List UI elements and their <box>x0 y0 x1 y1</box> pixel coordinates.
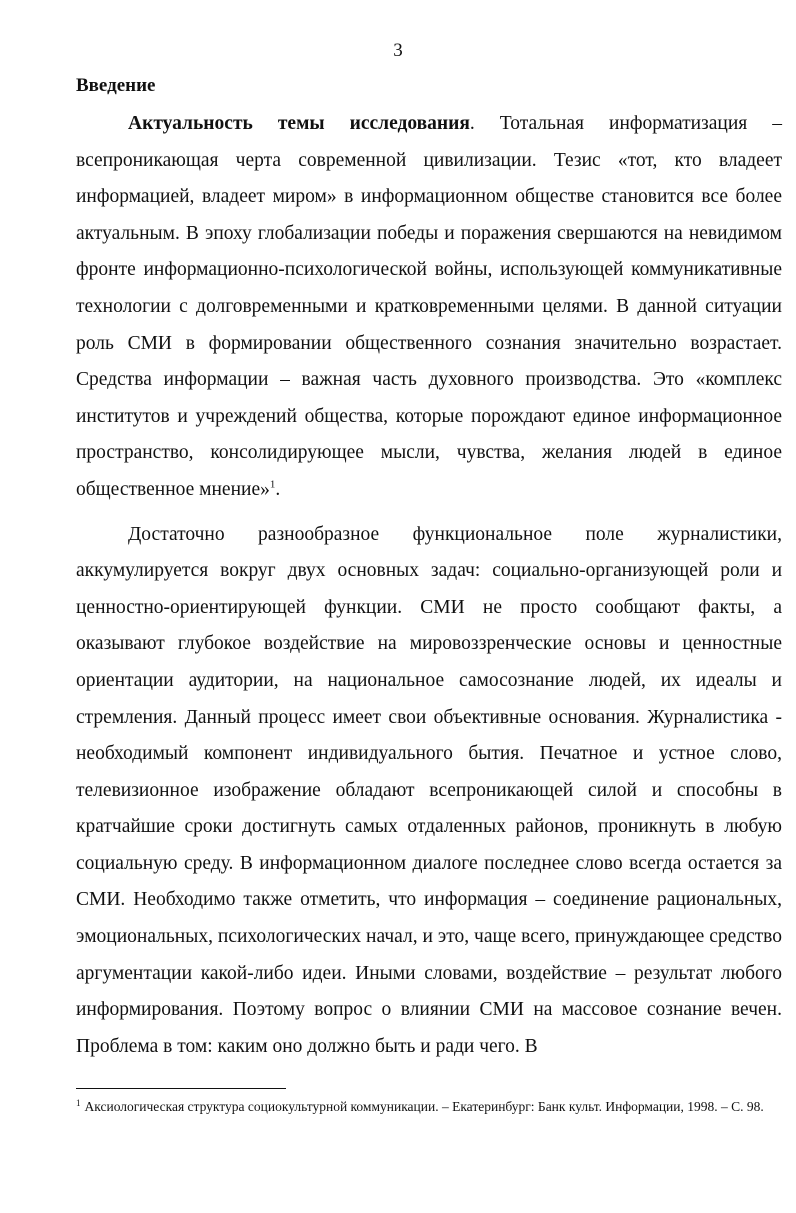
paragraph-tail: . <box>275 478 281 500</box>
section-heading: Введение <box>76 75 156 96</box>
paragraph-lead-bold: Актуальность темы исследования <box>128 113 470 134</box>
page-number: 3 <box>393 40 403 61</box>
footnote-marker: 1 <box>76 1097 81 1108</box>
paragraph-relevance <box>76 106 782 509</box>
paragraph-journalism: Достаточно разнообразное функциональное поле журналистики, аккумулируется вокруг двух основных задач: социально-организующей роли и ценностно-ориентирующей функции. СМИ не просто сообщают факты, а оказывают глубокое воздействие на мировоззренческие основы и ценностные ориентации аудитории, на национальное самосознание людей, их идеалы и стремления. Данный процесс имеет свои объективные основания. Журналистика - необходимый компонент индивидуального бытия. Печатное и устное слово, телевизионное изображение обладают всепроникающей силой и способны в кратчайшие сроки достигнуть самых отдаленных районов, проникнуть в любую социальную среду. В информационном диалоге последнее слово всегда остается за СМИ. Необходимо также отметить, что информация – соединение рациональных, эмоциональных, психологических начал, и это, чаще всего, принуждающее средство аргументации какой-либо идеи. Иными словами, воздействие – результат любого информирования. Поэтому вопрос о влиянии СМИ на массовое сознание вечен. Проблема в том: каким оно должно быть и ради чего. В <box>76 523 782 1057</box>
main-content <box>76 72 782 1065</box>
footnote-divider <box>76 1088 286 1089</box>
footnote-reference[interactable]: 1 <box>269 478 276 491</box>
footnote <box>76 1097 776 1116</box>
paragraph-lead-text: . Тотальная информатизация – всепроникающая черта современной цивилизации. Тезис «тот, кто владеет информацией, владеет миром» в информационном обществе становится все более актуальным. В эпоху глобализации победы и поражения свершаются на невидимом фронте информационно-психологической войны, использующей коммуникативные технологии с долговременными и кратковременными целями. В данной ситуации роль СМИ в формировании общественного сознания значительно возрастает. Средства информации – важная часть духовного производства. Это «комплекс институтов и учреждений общества, которые порождают единое информационное пространство, консолидирующее мысли, чувства, желания людей в единое общественное мнение» <box>76 113 783 500</box>
footnote-text: Аксиологическая структура социокультурной коммуникации. – Екатеринбург: Банк культ. Информации, 1998. – С. 98. <box>84 1099 764 1114</box>
